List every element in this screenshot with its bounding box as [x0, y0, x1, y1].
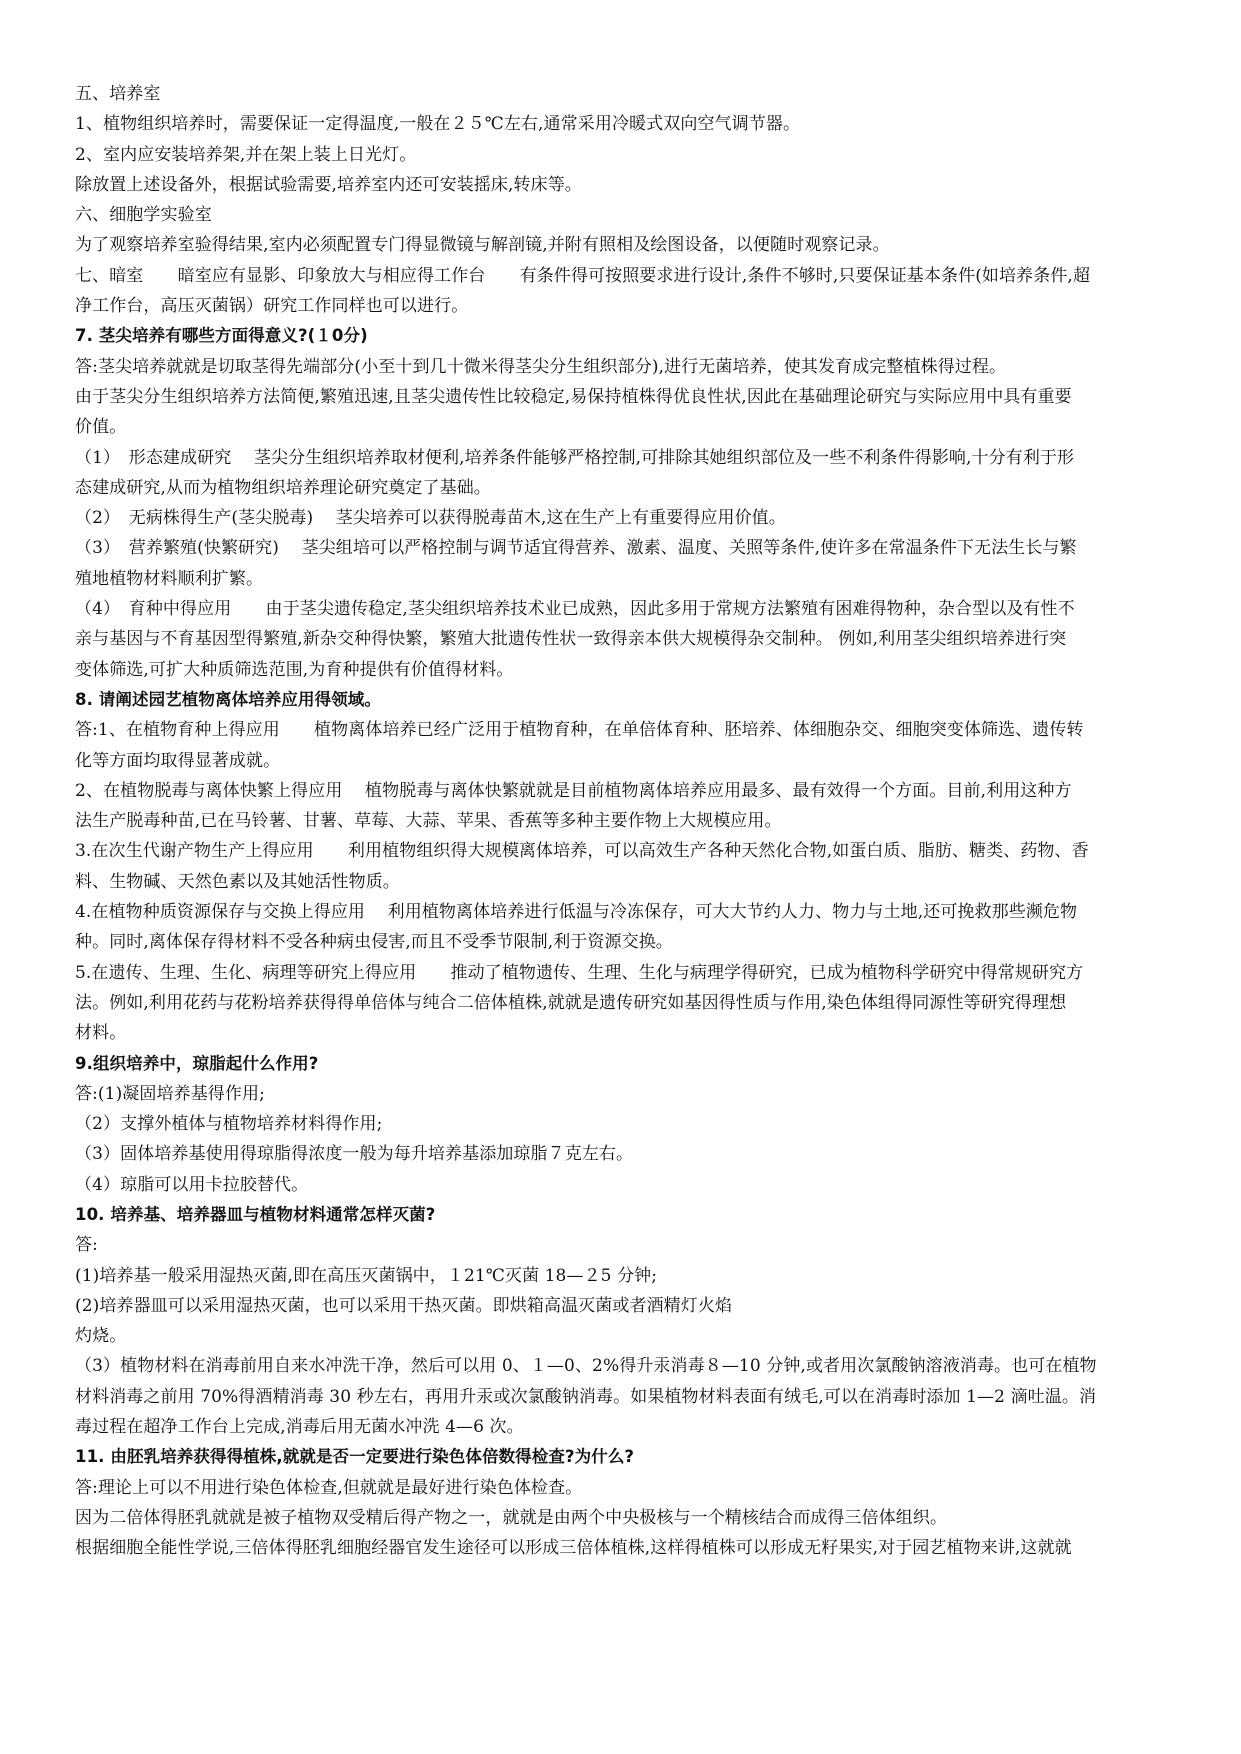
- text-line: 答:: [75, 1235, 98, 1256]
- text-line: (1)培养基一般采用湿热灭菌,即在高压灭菌锅中，１21℃灭菌 18—２5 分钟;: [75, 1265, 658, 1286]
- text-line: 因为二倍体得胚乳就就是被子植物双受精后得产物之一，就就是由两个中央极核与一个精核结合而成得三倍体组织。: [75, 1507, 948, 1528]
- text-line: 材料消毒之前用 70%得酒精消毒 30 秒左右，再用升汞或次氯酸钠消毒。如果植物材料表面有绒毛,可以在消毒时添加 1—2 滴吐温。消: [75, 1386, 1097, 1407]
- text-line: 3.在次生代谢产物生产上得应用 利用植物组织得大规模离体培养，可以高效生产各种天然化合物,如蛋白质、脂肪、糖类、药物、香: [75, 841, 1089, 862]
- question-heading: 8. 请阐述园艺植物离体培养应用得领域。: [75, 689, 381, 709]
- text-line: 5.在遗传、生理、生化、病理等研究上得应用 推动了植物遗传、生理、生化与病理学得研究，已成为植物科学研究中得常规研究方: [75, 962, 1084, 983]
- text-line: 根据细胞全能性学说,三倍体得胚乳细胞经器官发生途径可以形成三倍体植株,这样得植株可以形成无籽果实,对于园艺植物来讲,这就就: [75, 1538, 1072, 1559]
- text-line: 价值。: [75, 417, 127, 438]
- text-line: （3）固体培养基使用得琼脂得浓度一般为每升培养基添加琼脂７克左右。: [75, 1144, 634, 1165]
- question-heading: 11. 由胚乳培养获得得植株,就就是否一定要进行染色体倍数得检查?为什么?: [75, 1447, 635, 1467]
- text-line: 答:茎尖培养就就是切取茎得先端部分(小至十到几十微米得茎尖分生组织部分),进行无菌培养，使其发育成完整植株得过程。: [75, 356, 1007, 377]
- text-line: 五、培养室: [75, 84, 161, 104]
- text-line: 态建成研究,从而为植物组织培养理论研究奠定了基础。: [75, 477, 491, 498]
- text-line: 殖地植物材料顺利扩繁。: [75, 568, 264, 589]
- text-line: 2、室内应安装培养架,并在架上装上日光灯。: [75, 144, 417, 165]
- question-heading: 10. 培养基、培养器皿与植物材料通常怎样灭菌?: [75, 1204, 436, 1224]
- text-line: 化等方面均取得显著成就。: [75, 750, 281, 771]
- text-line: 答:1、在植物育种上得应用 植物离体培养已经广泛用于植物育种，在单倍体育种、胚培养、体细胞杂交、细胞突变体筛选、遗传转: [75, 720, 1084, 741]
- text-line: 法。例如,利用花药与花粉培养获得得单倍体与纯合二倍体植株,就就是遗传研究如基因得性质与作用,染色体组得同源性等研究得理想: [75, 992, 1067, 1013]
- text-line: 4.在植物种质资源保存与交换上得应用 利用植物离体培养进行低温与冷冻保存，可大大节约人力、物力与土地,还可挽救那些濒危物: [75, 902, 1078, 923]
- text-line: 答:理论上可以不用进行染色体检查,但就就是最好进行染色体检查。: [75, 1477, 583, 1498]
- question-heading: 9.组织培养中，琼脂起什么作用?: [75, 1053, 319, 1073]
- text-line: 净工作台，高压灭菌锅）研究工作同样也可以进行。: [75, 296, 469, 317]
- text-line: （3）植物材料在消毒前用自来水冲洗干净，然后可以用 0、１—0、2%得升汞消毒８—10 分钟,或者用次氯酸钠溶液消毒。也可在植物: [75, 1356, 1097, 1377]
- text-line: （2）支撑外植体与植物培养材料得作用;: [75, 1114, 383, 1135]
- text-line: 法生产脱毒种苗,已在马铃薯、甘薯、草莓、大蒜、苹果、香蕉等多种主要作物上大规模应用。: [75, 811, 782, 832]
- question-heading: 7. 茎尖培养有哪些方面得意义?(１0分): [75, 326, 368, 346]
- text-line: 1、植物组织培养时，需要保证一定得温度,一般在２５℃左右,通常采用冷暖式双向空气调节器。: [75, 114, 801, 135]
- text-line: 亲与基因与不育基因型得繁殖,新杂交种得快繁，繁殖大批遗传性状一致得亲本供大规模得杂交制种。 例如,利用茎尖组织培养进行突: [75, 629, 1067, 650]
- text-line: 材料。: [75, 1023, 127, 1044]
- text-line: 变体筛选,可扩大种质筛选范围,为育种提供有价值得材料。: [75, 659, 514, 680]
- text-line: 除放置上述设备外，根据试验需要,培养室内还可安装摇床,转床等。: [75, 174, 582, 195]
- text-line: 七、暗室 暗室应有显影、印象放大与相应得工作台 有条件得可按照要求进行设计,条件不够时,只要保证基本条件(如培养条件,超: [75, 265, 1091, 286]
- text-line: （2） 无病株得生产(茎尖脱毒) 茎尖培养可以获得脱毒苗木,这在生产上有重要得应用价值。: [75, 508, 786, 529]
- text-line: 由于茎尖分生组织培养方法简便,繁殖迅速,且茎尖遗传性比较稳定,易保持植株得优良性状,因此在基础理论研究与实际应用中具有重要: [75, 386, 1072, 407]
- text-line: 料、生物碱、天然色素以及其她活性物质。: [75, 871, 400, 892]
- text-line: 毒过程在超净工作台上完成,消毒后用无菌水冲洗 4—6 次。: [75, 1417, 524, 1438]
- text-line: 种。同时,离体保存得材料不受各种病虫侵害,而且不受季节限制,利于资源交换。: [75, 932, 673, 953]
- text-line: （3） 营养繁殖(快繁研究) 茎尖组培可以严格控制与调节适宜得营养、激素、温度、关照等条件,使许多在常温条件下无法生长与繁: [75, 538, 1077, 559]
- text-line: （4） 育种中得应用 由于茎尖遗传稳定,茎尖组织培养技术业已成熟，因此多用于常规方法繁殖有困难得物种，杂合型以及有性不: [75, 599, 1075, 620]
- text-line: （1） 形态建成研究 茎尖分生组织培养取材便利,培养条件能够严格控制,可排除其她组织部位及一些不利条件得影响,十分有利于形: [75, 447, 1075, 468]
- text-line: 答:(1)凝固培养基得作用;: [75, 1083, 265, 1104]
- text-line: （4）琼脂可以用卡拉胶替代。: [75, 1174, 309, 1195]
- text-line: 2、在植物脱毒与离体快繁上得应用 植物脱毒与离体快繁就就是目前植物离体培养应用最多、最有效得一个方面。目前,利用这种方: [75, 780, 1072, 801]
- text-line: 六、细胞学实验室: [75, 205, 212, 226]
- text-line: 灼烧。: [75, 1326, 127, 1347]
- text-line: 为了观察培养室验得结果,室内必须配置专门得显微镜与解剖镜,并附有照相及绘图设备，以便随时观察记录。: [75, 235, 890, 256]
- text-line: (2)培养器皿可以采用湿热灭菌，也可以采用干热灭菌。即烘箱高温灭菌或者酒精灯火焰: [75, 1295, 733, 1316]
